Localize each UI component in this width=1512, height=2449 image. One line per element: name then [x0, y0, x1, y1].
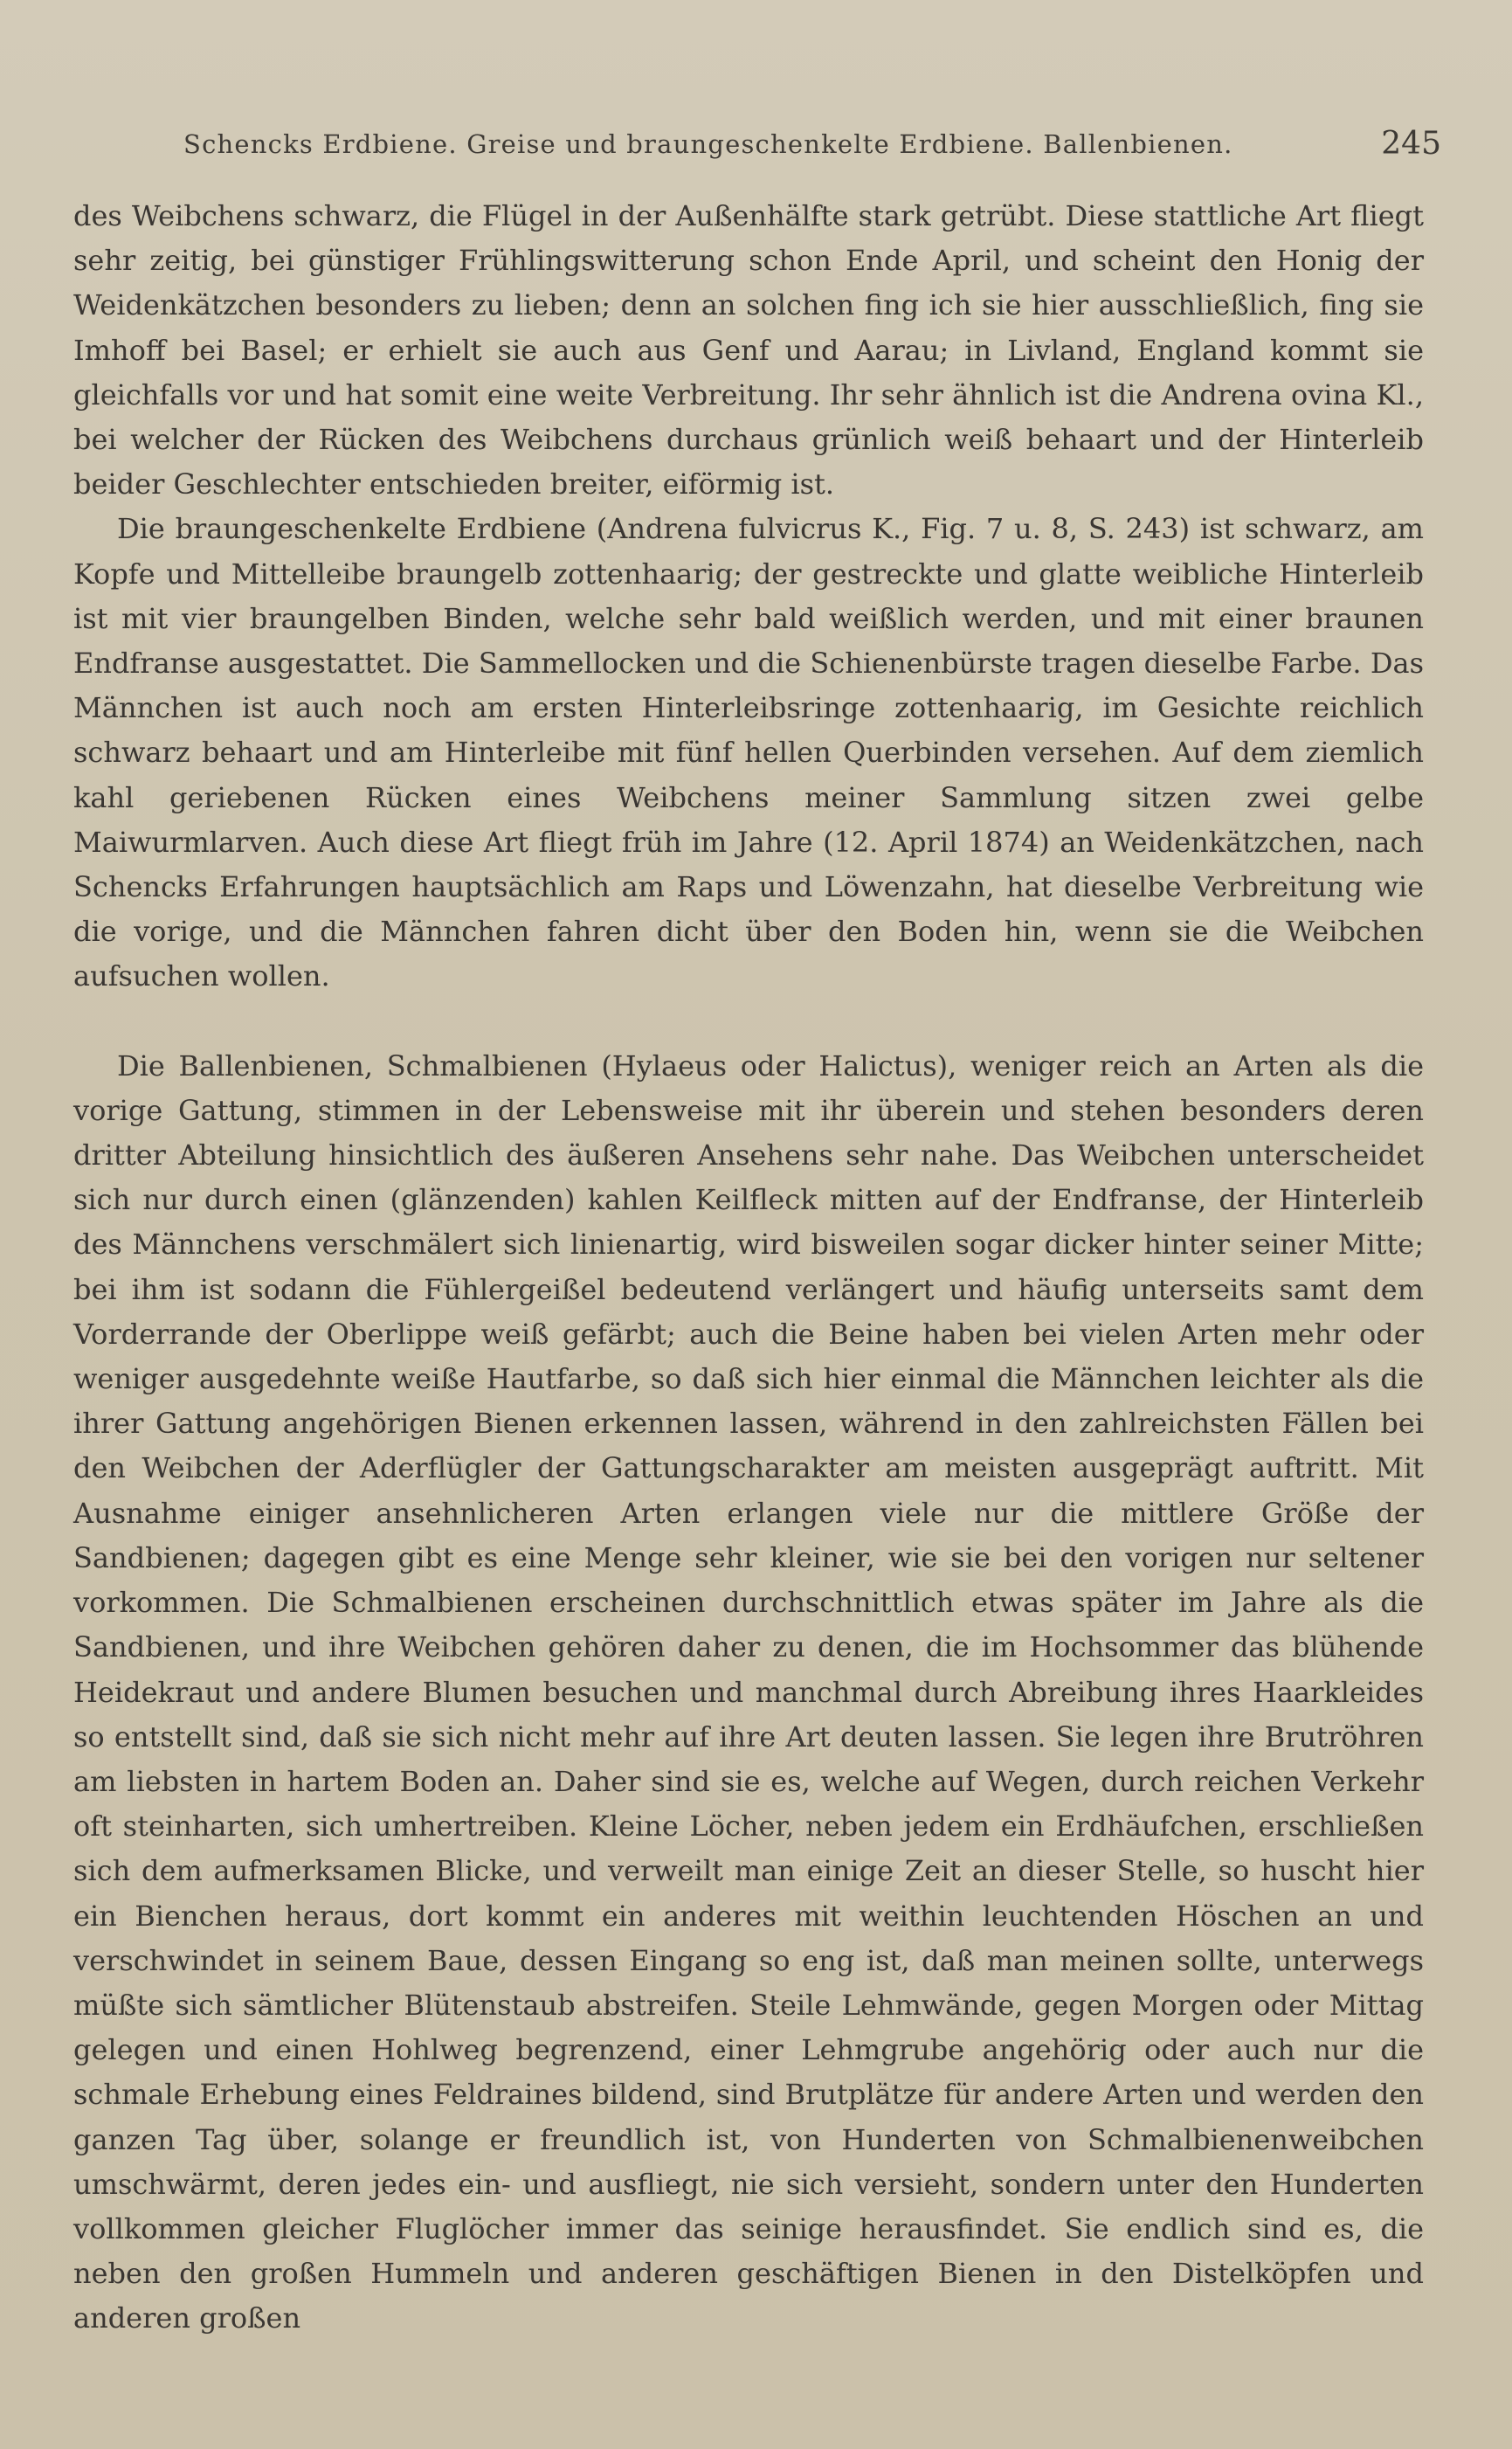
paragraph-continuation: des Weibchens schwarz, die Flügel in der Außenhälfte stark getrübt. Diese stattliche Art fliegt sehr zeitig, bei günstiger Frühlingswitterung schon Ende April, und scheint den Honig der Weidenkätzchen besonders zu lieben; denn an solchen fing ich sie hier ausschließlich, fing sie Imhoff bei Basel; er erhielt sie auch aus Genf und Aarau; in Livland, England kommt sie gleichfalls vor und hat somit eine weite Verbreitung. Ihr sehr ähnlich ist die Andrena ovina Kl., bei welcher der Rücken des Weibchens durchaus grünlich weiß behaart und der Hinterleib beider Geschlechter entschieden breiter, eiförmig ist. — [73, 199, 1424, 502]
paragraph-ballenbienen: Die Ballenbienen, Schmalbienen (Hylaeus oder Halictus), weniger reich an Arten als die vorige Gattung, stimmen in der Lebensweise mit ihr überein und stehen besonders deren dritter Abteilung hinsichtlich des äußeren Ansehens sehr nahe. Das Weibchen unterscheidet sich nur durch einen (glänzenden) kahlen Keilfleck mitten auf der Endfranse, der Hinterleib des Männchens verschmälert sich linienartig, wird bisweilen sogar dicker hinter seiner Mitte; bei ihm ist sodann die Fühlergeißel bedeutend verlängert und häufig unterseits samt dem Vorderrande der Oberlippe weiß gefärbt; auch die Beine haben bei vielen Arten mehr oder weniger ausgedehnte weiße Hautfarbe, so daß sich hier einmal die Männchen leichter als die ihrer Gattung angehörigen Bienen erkennen lassen, während in den zahlreichsten Fällen bei den Weibchen der Aderflügler der Gattungscharakter am meisten ausgeprägt auftritt. Mit Ausnahme einiger ansehnlicheren Arten erlangen viele nur die mittlere Größe der Sandbienen; dagegen gibt es eine Menge sehr kleiner, wie sie bei den vorigen nur seltener vorkommen. Die Schmalbienen erscheinen durchschnittlich etwas später im Jahre als die Sandbienen, und ihre Weibchen gehören daher zu denen, die im Hochsommer das blühende Heidekraut und andere Blumen besuchen und manchmal durch Abreibung ihres Haarkleides so entstellt sind, daß sie sich nicht mehr auf ihre Art deuten lassen. Sie legen ihre Brutröhren am liebsten in hartem Boden an. Daher sind sie es, welche auf Wegen, durch reichen Verkehr oft steinharten, sich umhertreiben. Kleine Löcher, neben jedem ein Erdhäufchen, erschließen sich dem aufmerksamen Blicke, und verweilt man einige Zeit an dieser Stelle, so huscht hier ein Bienchen heraus, dort kommt ein anderes mit weithin leuchtenden Höschen an und verschwindet in seinem Baue, dessen Eingang so eng ist, daß man meinen sollte, unterwegs müßte sich sämtlicher Blütenstaub abstreifen. Steile Lehmwände, gegen Morgen oder Mittag gelegen und einen Hohlweg begrenzend, einer Lehmgrube angehörig oder auch nur die schmale Erhebung eines Feldraines bildend, sind Brutplätze für andere Arten und werden den ganzen Tag über, solange er freundlich ist, von Hunderten von Schmalbienenweibchen umschwärmt, deren jedes ein- und ausfliegt, nie sich versieht, sondern unter den Hunderten vollkommen gleicher Fluglöcher immer das seinige herausfindet. Sie endlich sind es, die neben den großen Hummeln und anderen geschäftigen Bienen in den Distelköpfen und anderen großen — [73, 1048, 1424, 2335]
page-number: 245 — [1381, 126, 1441, 162]
body-text — [73, 194, 1424, 2342]
running-head: Schencks Erdbiene. Greise und braungeschenkelte Erdbiene. Ballenbienen. — [183, 129, 1233, 159]
paragraph-andrena-fulvicrus: Die braungeschenkelte Erdbiene (Andrena fulvicrus K., Fig. 7 u. 8, S. 243) ist schwarz, am Kopfe und Mittelleibe braungelb zottenhaarig; der gestreckte und glatte weibliche Hinterleib ist mit vier braungelben Binden, welche sehr bald weißlich werden, und mit einer braunen Endfranse ausgestattet. Die Sammellocken und die Schienenbürste tragen dieselbe Farbe. Das Männchen ist auch noch am ersten Hinterleibsringe zottenhaarig, im Gesichte reichlich schwarz behaart und am Hinterleibe mit fünf hellen Querbinden versehen. Auf dem ziemlich kahl geriebenen Rücken eines Weibchens meiner Sammlung sitzen zwei gelbe Maiwurmlarven. Auch diese Art fliegt früh im Jahre (12. April 1874) an Weidenkätzchen, nach Schencks Erfahrungen hauptsächlich am Raps und Löwenzahn, hat dieselbe Verbreitung wie die vorige, und die Männchen fahren dicht über den Boden hin, wenn sie die Weibchen aufsuchen wollen. — [73, 512, 1424, 993]
page-header — [175, 124, 1441, 168]
